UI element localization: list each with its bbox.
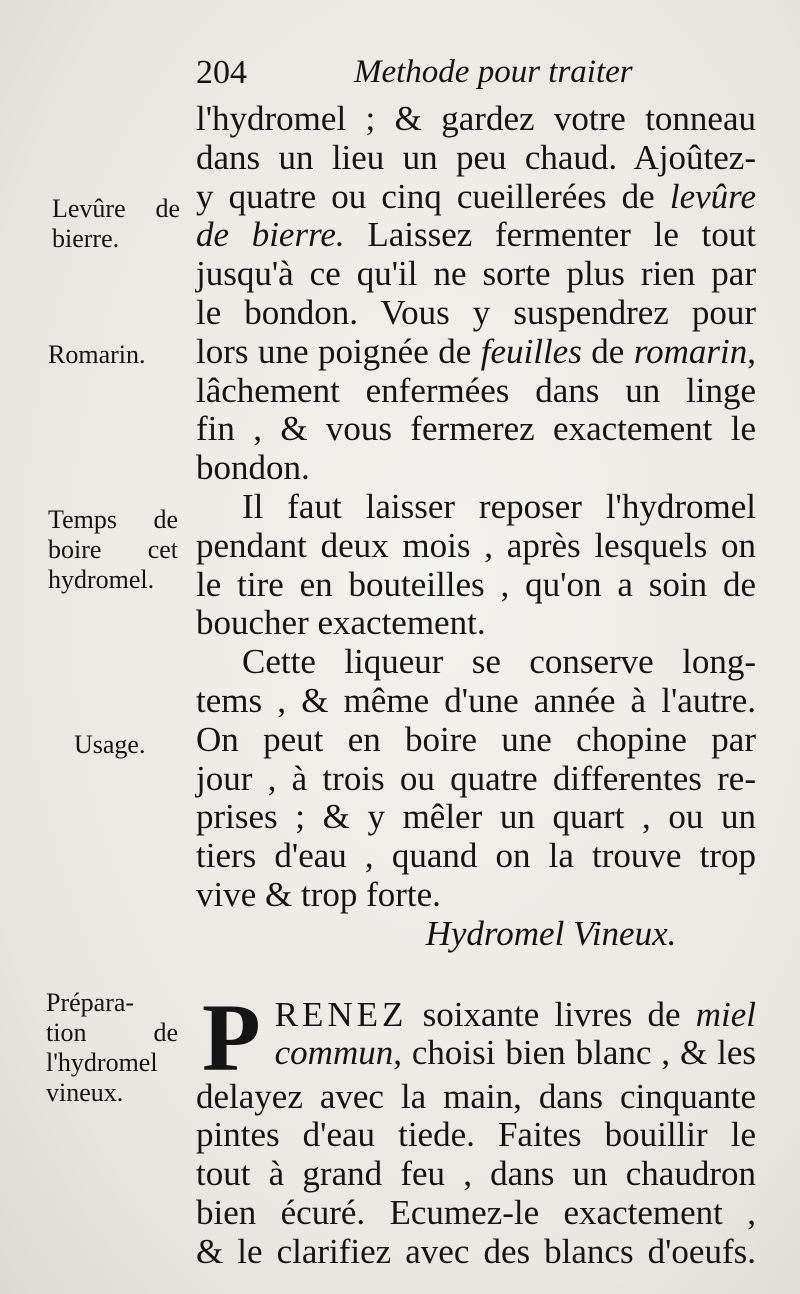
- running-title: Methode pour traiter: [354, 54, 633, 90]
- text-line: vive & trop forte.: [196, 874, 441, 914]
- text-line: dans un lieu un peu chaud. Ajoûtez-: [196, 137, 756, 177]
- text-line: le tire en bouteilles , qu'on a soin de: [196, 564, 756, 604]
- text-line: Il faut laisser reposer l'hydromel: [242, 486, 756, 526]
- page-header: [196, 54, 756, 102]
- text-line: tems , & même d'une année à l'autre.: [196, 680, 756, 720]
- text-line: & le clarifiez avec des blancs d'oeufs.: [196, 1231, 756, 1271]
- text-line: de bierre. Laissez fermenter le tout: [196, 215, 756, 255]
- text-line: tout à grand feu , dans un chaudron: [196, 1154, 756, 1194]
- section-title: Hydromel Vineux.: [425, 913, 677, 953]
- main-text: [196, 100, 756, 1272]
- text-line: lors une poignée de feuilles de romarin,: [196, 331, 757, 371]
- paragraph-preparation: [196, 983, 757, 1272]
- text-line: jour , à trois ou quatre differentes re-: [196, 758, 756, 798]
- text-line: pendant deux mois , après lesquels on: [196, 525, 756, 565]
- text-line: Cette liqueur se conserve long-: [242, 642, 756, 682]
- text-line: fin , & vous fermerez exactement le: [196, 409, 756, 449]
- text-line: delayez avec la main, dans cinquante: [196, 1076, 756, 1116]
- margin-note-usage: Usage.: [74, 730, 146, 759]
- text-line: jusqu'à ce qu'il ne sorte plus rien par: [196, 254, 756, 294]
- text-line: RENEZ soixante livres de miel: [274, 994, 757, 1034]
- page-number: 204: [196, 54, 247, 91]
- text-line: bien écuré. Ecumez-le exactement ,: [196, 1192, 756, 1232]
- text-line: y quatre ou cinq cueillerées de levûre: [196, 176, 756, 216]
- text-line: bondon.: [196, 448, 310, 488]
- margin-note-preparation: Prépara- tion de l'hydromel vineux.: [46, 988, 178, 1107]
- text-line: boucher exactement.: [196, 603, 486, 643]
- text-line: tiers d'eau , quand on la trouve trop: [196, 836, 756, 876]
- text-line: le bondon. Vous y suspendrez pour: [196, 292, 756, 332]
- text-line: commun, choisi bien blanc , & les: [274, 1033, 756, 1073]
- margin-note-temps: Temps de boire cet hydromel.: [48, 505, 178, 594]
- text-line: prises ; & y mêler un quart , ou un: [196, 797, 756, 837]
- drop-cap: P: [202, 983, 261, 1091]
- margin-note-romarin: Romarin.: [48, 340, 146, 369]
- text-line: On peut en boire une chopine par: [196, 719, 756, 759]
- text-line: lâchement enfermées dans un linge: [196, 370, 756, 410]
- text-line: pintes d'eau tiede. Faites bouillir le: [196, 1115, 756, 1155]
- margin-note-levure: Levûre de bierre.: [52, 194, 180, 253]
- text-line: l'hydromel ; & gardez votre tonneau: [196, 99, 756, 138]
